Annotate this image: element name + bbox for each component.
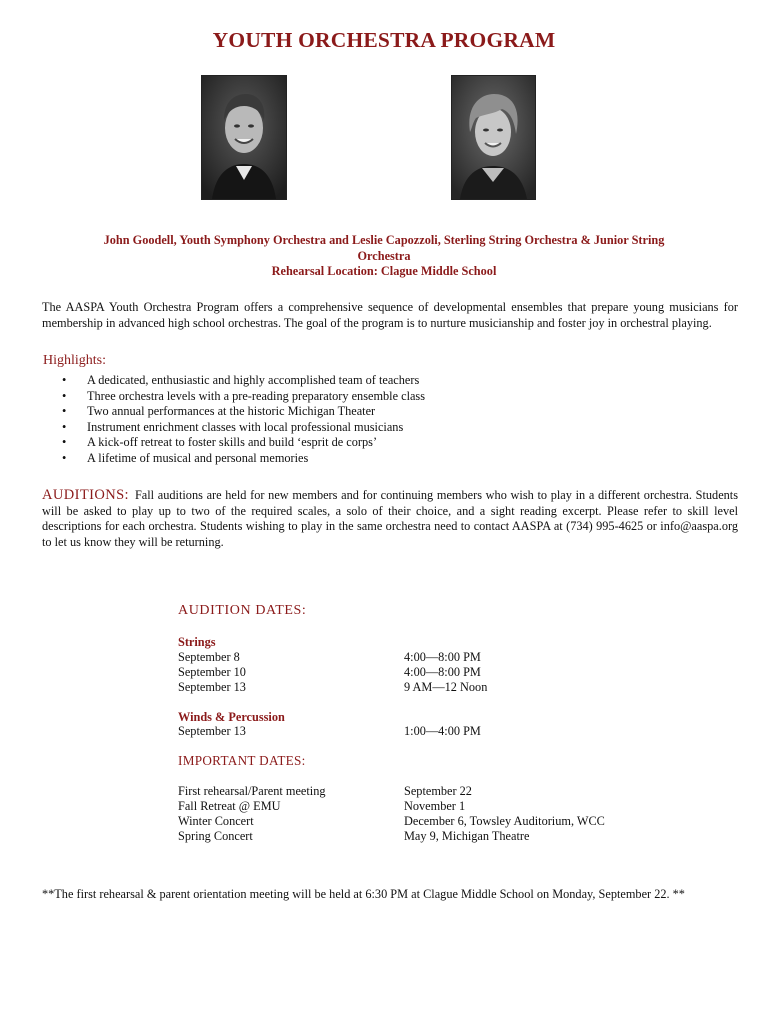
audition-time: 1:00—4:00 PM [404,724,481,738]
bullet-icon: • [62,373,67,387]
audition-dates-heading: AUDITION DATES: [178,603,307,618]
event-name: Winter Concert [178,814,254,828]
bullet-icon: • [62,419,67,434]
audition-date: September 8 [178,650,240,664]
event-date: December 6, Towsley Auditorium, WCC [404,814,605,828]
directors-block [30,233,738,280]
table-row [178,665,678,680]
list-item: • Two annual performances at the historic Michigan Theater [62,404,376,419]
event-name: Spring Concert [178,829,253,843]
audition-date: September 13 [178,724,246,738]
director-photo-female [451,75,536,200]
winds-percussion-heading: Winds & Percussion [178,710,285,724]
table-row [178,829,678,844]
table-row [178,724,678,739]
audition-time: 9 AM—12 Noon [404,680,488,694]
highlights-list [62,373,425,467]
auditions-label: AUDITIONS: [42,487,129,503]
event-date: November 1 [404,799,466,813]
audition-time: 4:00—8:00 PM [404,650,481,664]
important-dates-heading: IMPORTANT DATES: [178,753,306,768]
directors-line: John Goodell, Youth Symphony Orchestra and Leslie Capozzoli, Sterling String Orchestra & Junior String [103,233,665,247]
director-photo-male [201,75,287,200]
page-title: YOUTH ORCHESTRA PROGRAM [212,28,556,52]
table-row [178,799,678,814]
list-item: • A kick-off retreat to foster skills and build ‘esprit de corps’ [62,435,378,450]
list-item: • A dedicated, enthusiastic and highly accomplished team of teachers [62,373,420,387]
bullet-icon: • [62,404,67,419]
audition-date: September 10 [178,665,246,679]
list-item: • Three orchestra levels with a pre-reading preparatory ensemble class [62,388,426,403]
auditions-text: Fall auditions are held for new members and for continuing members who wish to play in a different orchestra. Students will be asked to play up to two of the required scales, a solo of their choice, and a sight reading excerpt. Please refer to skill level descriptions for each orchestra. Students wishing to play in the same orchestra need to contact AASPA at (734) 995-4625 or info@aaspa.org to let us know they will be returning. [42,488,738,549]
bullet-icon: • [62,450,67,465]
table-row [178,650,678,665]
list-item: • Instrument enrichment classes with local professional musicians [62,419,404,434]
event-date: September 22 [404,784,472,798]
table-row [178,680,678,695]
auditions-paragraph [42,488,738,550]
strings-heading: Strings [178,635,216,649]
bullet-icon: • [62,435,67,450]
highlights-heading: Highlights: [43,353,107,368]
list-item: • A lifetime of musical and personal memories [62,450,309,465]
event-name: Fall Retreat @ EMU [178,799,281,813]
table-row [178,784,678,799]
audition-time: 4:00—8:00 PM [404,665,481,679]
directors-line-continued: Orchestra [357,248,411,263]
event-date: May 9, Michigan Theatre [404,829,530,843]
orientation-footnote: **The first rehearsal & parent orientation meeting will be held at 6:30 PM at Clague Middle School on Monday, September 22. ** [42,887,685,901]
rehearsal-location: Rehearsal Location: Clague Middle School [271,264,497,278]
bullet-icon: • [62,388,67,403]
event-name: First rehearsal/Parent meeting [178,784,326,798]
table-row [178,814,678,829]
audition-date: September 13 [178,680,246,694]
intro-paragraph: The AASPA Youth Orchestra Program offers a comprehensive sequence of developmental ensembles that prepare young musicians for membership in advanced high school orchestras. The goal of the program is to nurture musicianship and foster joy in orchestral playing. [42,300,738,330]
